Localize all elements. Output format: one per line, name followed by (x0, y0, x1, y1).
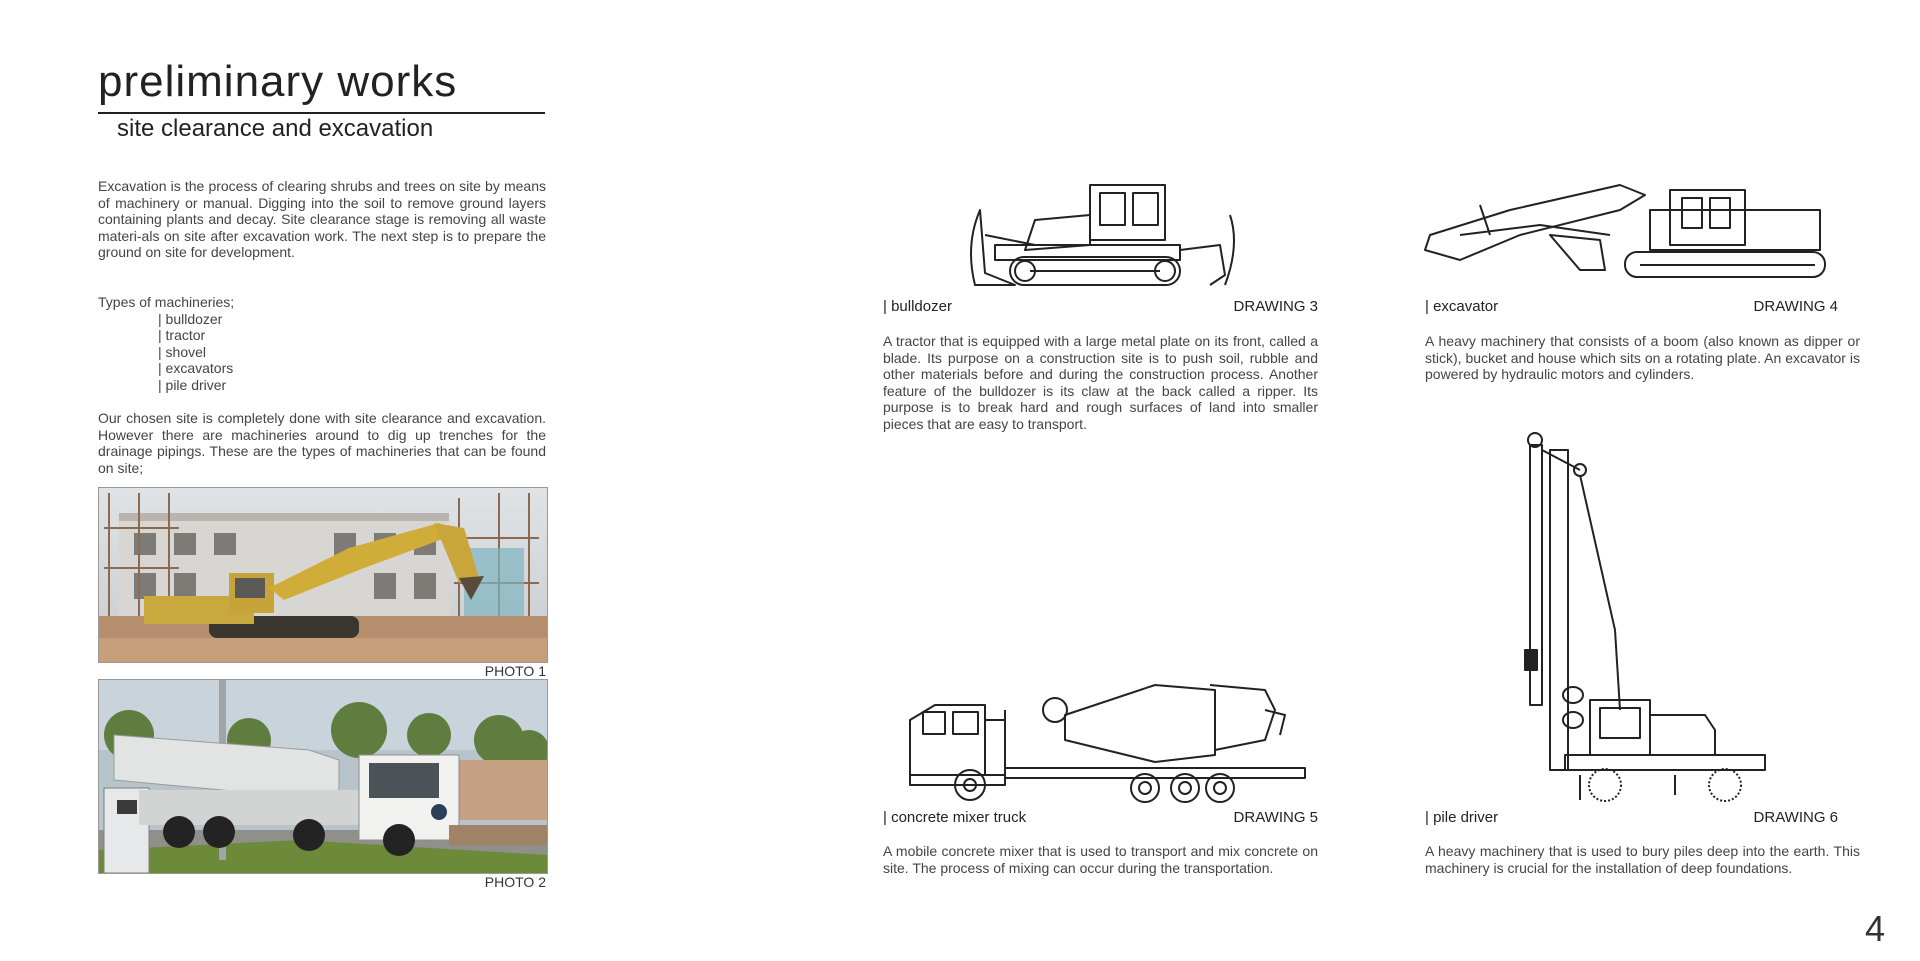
title-underline (98, 112, 545, 114)
drawing-5-name: | concrete mixer truck (883, 809, 1027, 826)
photo-1-label: PHOTO 1 (484, 663, 546, 679)
bulldozer-drawing (955, 175, 1245, 290)
page-subtitle: site clearance and excavation (117, 115, 434, 142)
site-paragraph: Our chosen site is completely done with site clearance and excavation. However there are machineries around to dig up trenches for the drainage pipings. These are the types of machineries that can be found on site; (98, 410, 546, 476)
photo-2-label: PHOTO 2 (484, 874, 546, 890)
types-heading: Types of machineries; (98, 294, 235, 310)
drawing-4-description: A heavy machinery that consists of a boom (also known as dipper or stick), bucket and house which sits on a rotating plate. An excavator is powered by hydraulic motors and cylinders. (1425, 333, 1860, 382)
drawing-6-name: | pile driver (1425, 809, 1499, 826)
drawing-5-description: A mobile concrete mixer that is used to transport and mix concrete on site. The process of mixing can occur during the transportation. (883, 843, 1318, 876)
excavator-drawing (1420, 180, 1840, 290)
drawing-3-description: A tractor that is equipped with a large metal plate on its front, called a blade. Its purpose on a construction site is to push soil, rubble and other materials before and during the construction process. Another feature of the bulldozer is its claw at the back called a ripper. Its purpose is to break hard and rough surfaces of land into smaller pieces that are easy to transport. (883, 333, 1318, 432)
pile-driver-drawing (1505, 430, 1780, 805)
drawing-3-number: DRAWING 3 (1233, 298, 1318, 315)
list-item: | bulldozer (158, 311, 398, 328)
list-item: | excavators (158, 360, 398, 377)
page-title: preliminary works (98, 57, 458, 106)
drawing-6-description: A heavy machinery that is used to bury piles deep into the earth. This machinery is crucial for the installation of deep foundations. (1425, 843, 1860, 876)
photo-excavator-site (98, 487, 548, 663)
photo-mixer-truck (98, 679, 548, 874)
page-number: 4 (1865, 908, 1886, 949)
list-item: | pile driver (158, 377, 398, 394)
drawing-3-name: | bulldozer (883, 298, 952, 315)
intro-paragraph: Excavation is the process of clearing shrubs and trees on site by means of machinery or manual. Digging into the soil to remove ground layers containing plants and decay. Site clearance stage is removing all waste materi-als on site after excavation work. The next step is to prepare the ground on site for development. (98, 178, 546, 260)
machinery-types (98, 294, 398, 393)
drawing-5-number: DRAWING 5 (1233, 809, 1318, 826)
drawing-4-number: DRAWING 4 (1753, 298, 1838, 315)
drawing-6-number: DRAWING 6 (1753, 809, 1838, 826)
types-list (98, 311, 398, 394)
drawing-4-name: | excavator (1425, 298, 1499, 315)
list-item: | tractor (158, 327, 398, 344)
list-item: | shovel (158, 344, 398, 361)
concrete-mixer-drawing (905, 680, 1315, 805)
